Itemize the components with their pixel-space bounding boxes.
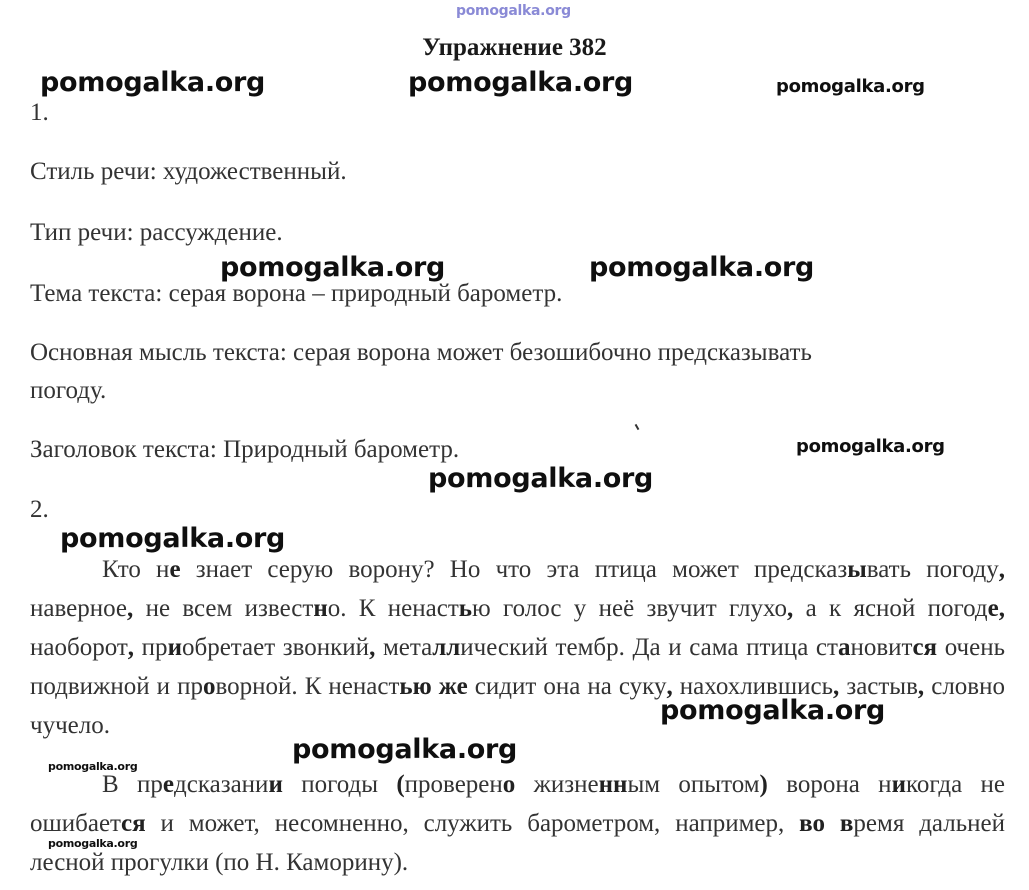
- watermark-top: pomogalka.org: [456, 3, 571, 19]
- speech-style: Стиль речи: художественный.: [30, 158, 347, 185]
- watermark: pomogalka.org: [60, 523, 286, 554]
- watermark: pomogalka.org: [40, 67, 266, 98]
- watermark: pomogalka.org: [660, 695, 886, 726]
- text-paragraph-2: В предсказании погоды (проверено жизненным опытом) ворона никогда не ошибается и может, несомненно, служить барометром, например, во время дальней лесной прогулки (по Н. Каморину).: [30, 771, 1005, 876]
- text-paragraph-1: Кто не знает серую ворону? Но что эта птица может предсказывать погоду, наверное, не всем известно. К ненастью голос у неё звучит глухо, а к ясной погоде, наоборот, приобретает звонкий, металлический тембр. Да и сама птица становится очень подвижной и проворной. К ненастью же сидит она на суку, нахохлившись, застыв, словно чучело.: [30, 556, 1005, 739]
- text-heading: Заголовок текста: Природный барометр.: [30, 436, 460, 463]
- main-idea-line-1: Основная мысль текста: серая ворона может безошибочно предсказывать: [30, 339, 812, 366]
- watermark: pomogalka.org: [48, 760, 138, 773]
- text-theme: Тема текста: серая ворона – природный барометр.: [30, 280, 563, 307]
- watermark: pomogalka.org: [776, 76, 925, 97]
- main-idea-line-2: погоду.: [30, 377, 107, 404]
- watermark: pomogalka.org: [589, 252, 815, 283]
- watermark: pomogalka.org: [796, 436, 945, 457]
- section-number-1: 1.: [30, 99, 49, 126]
- watermark: pomogalka.org: [48, 837, 138, 850]
- watermark: pomogalka.org: [220, 252, 446, 283]
- watermark: pomogalka.org: [408, 67, 634, 98]
- exercise-title: Упражнение 382: [422, 34, 607, 61]
- watermark: pomogalka.org: [292, 734, 518, 765]
- scan-speck: [635, 424, 640, 430]
- watermark: pomogalka.org: [428, 463, 654, 494]
- section-number-2: 2.: [30, 496, 49, 523]
- speech-type: Тип речи: рассуждение.: [30, 219, 283, 246]
